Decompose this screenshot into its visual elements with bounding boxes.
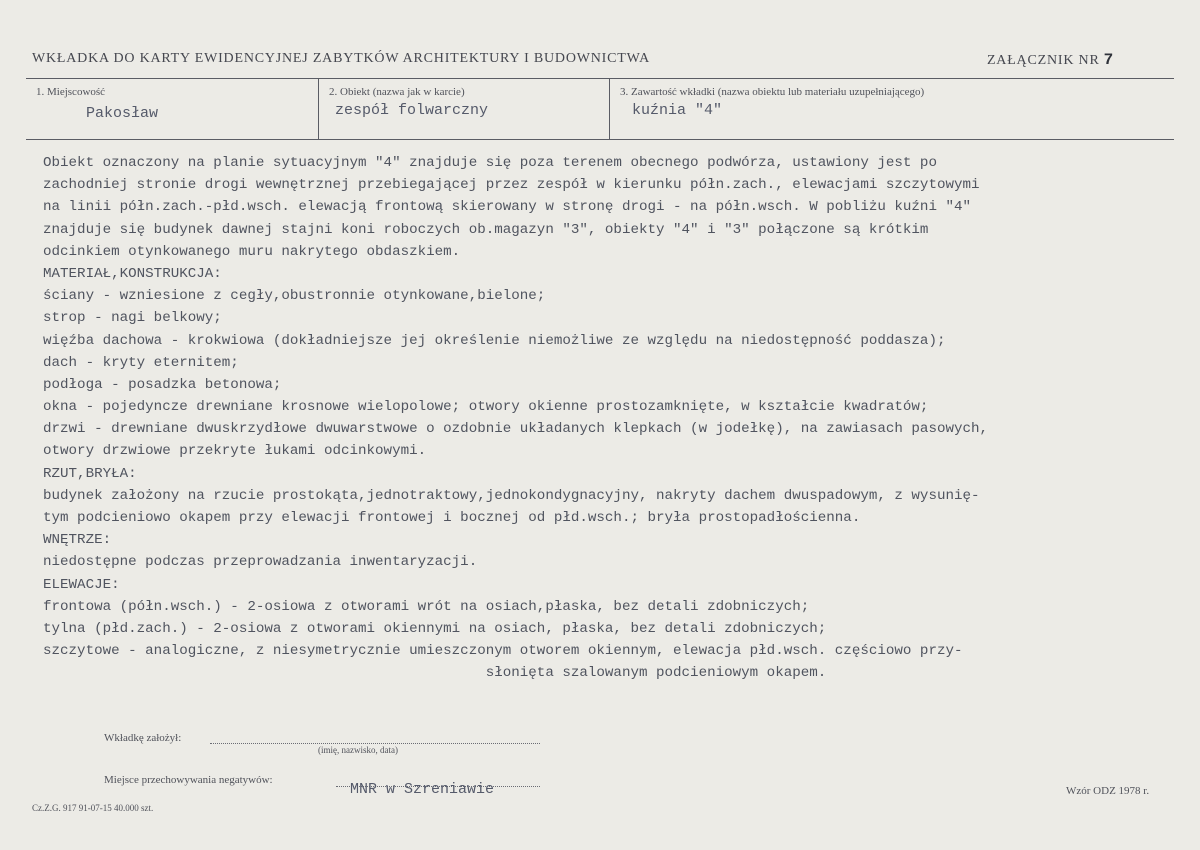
field-contents [609,79,1175,139]
annex-label: ZAŁĄCZNIK NR [986,53,1100,68]
body-line: więźba dachowa - krokwiowa (dokładniejsze jej określenie niemożliwe ze względu na niedostępność poddasza); [43,332,946,349]
annex-number [987,51,1114,69]
body-line: ściany - wzniesione z cegły,obustronnie otynkowane,bielone; [43,288,546,305]
print-code: Cz.Z.G. 917 91-07-15 40.000 szt. [32,803,154,813]
body-line: drzwi - drewniane dwuskrzydłowe dwuwarstwowe o ozdobnie układanych klepkach (w jodełkę), na zawiasach pasowych, [43,421,989,438]
form-title: WKŁADKA DO KARTY EWIDENCYJNEJ ZABYTKÓW ARCHITEKTURY I BUDOWNICTWA [32,51,650,66]
body-line: WNĘTRZE: [43,532,112,549]
field-object-value: zespół folwarczny [335,102,489,119]
inserted-by-hint: (imię, nazwisko, data) [318,745,398,755]
negatives-label: Miejsce przechowywania negatywów: [104,774,273,786]
body-line: odcinkiem otynkowanego muru nakrytego obdaszkiem. [43,243,461,260]
body-line: ELEWACJE: [43,576,120,593]
body-line: strop - nagi belkowy; [43,310,222,327]
body-line: otwory drzwiowe przekryte łukami odcinkowymi. [43,443,427,460]
field-contents-label: 3. Zawartość wkładki (nazwa obiektu lub materiału uzupełniającego) [620,86,925,98]
annex-number-value: 7 [1103,51,1114,69]
field-object [318,79,609,139]
body-line: szczytowe - analogiczne, z niesymetrycznie umieszczonym otworem okiennym, elewacja płd.wsch. częściowo przy- [43,643,963,660]
negatives-value: MNR w Szreniawie [350,781,495,798]
body-line: MATERIAŁ,KONSTRUKCJA: [43,265,222,282]
body-line: okna - pojedyncze drewniane krosnowe wielopolowe; otwory okienne prostozamknięte, w kształcie kwadratów; [43,399,929,416]
field-locality-value: Pakosław [86,105,159,122]
header-fields [26,78,1174,140]
inserted-by-label: Wkładkę założył: [104,732,182,744]
body-line: podłoga - posadzka betonowa; [43,376,282,393]
body-line: Obiekt oznaczony na planie sytuacyjnym "4" znajduje się poza terenem obecnego podwórza, ustawiony jest po [43,155,937,171]
body-line: niedostępne podczas przeprowadzania inwentaryzacji. [43,554,478,571]
body-line: na linii półn.zach.-płd.wsch. elewacją frontową skierowany w stronę drogi - na półn.wsch. W pobliżu kuźni "4" [43,199,972,216]
body-line: znajduje się budynek dawnej stajni koni roboczych ob.magazyn "3", obiekty "4" i "3" połączone są krótkim [43,221,929,238]
description-text [43,152,1183,685]
body-line: tym podcieniowo okapem przy elewacji frontowej i bocznej od płd.wsch.; bryła prostopadłościenna. [43,510,861,526]
body-line: RZUT,BRYŁA: [43,465,137,482]
field-locality [26,79,318,139]
form-model: Wzór ODZ 1978 r. [1066,785,1150,797]
body-line: frontowa (półn.wsch.) - 2-osiowa z otworami wrót na osiach,płaska, bez detali zdobniczych; [43,598,810,615]
field-object-label: 2. Obiekt (nazwa jak w karcie) [329,86,465,98]
field-locality-label: 1. Miejscowość [36,86,106,98]
body-line: zachodniej stronie drogi wewnętrznej przebiegającej przez zespół w kierunku półn.zach., elewacjami szczytowymi [43,177,980,194]
body-line: dach - kryty eternitem; [43,354,239,371]
body-line: słonięta szalowanym podcieniowym okapem. [43,665,827,682]
inserted-by-line [210,743,540,744]
field-contents-value: kuźnia "4" [632,102,723,119]
body-line: tylna (płd.zach.) - 2-osiowa z otworami okiennymi na osiach, płaska, bez detali zdobniczych; [43,620,827,637]
body-line: budynek założony na rzucie prostokąta,jednotraktowy,jednokondygnacyjny, nakryty dachem dwuspadowym, z wysunię- [43,487,980,504]
